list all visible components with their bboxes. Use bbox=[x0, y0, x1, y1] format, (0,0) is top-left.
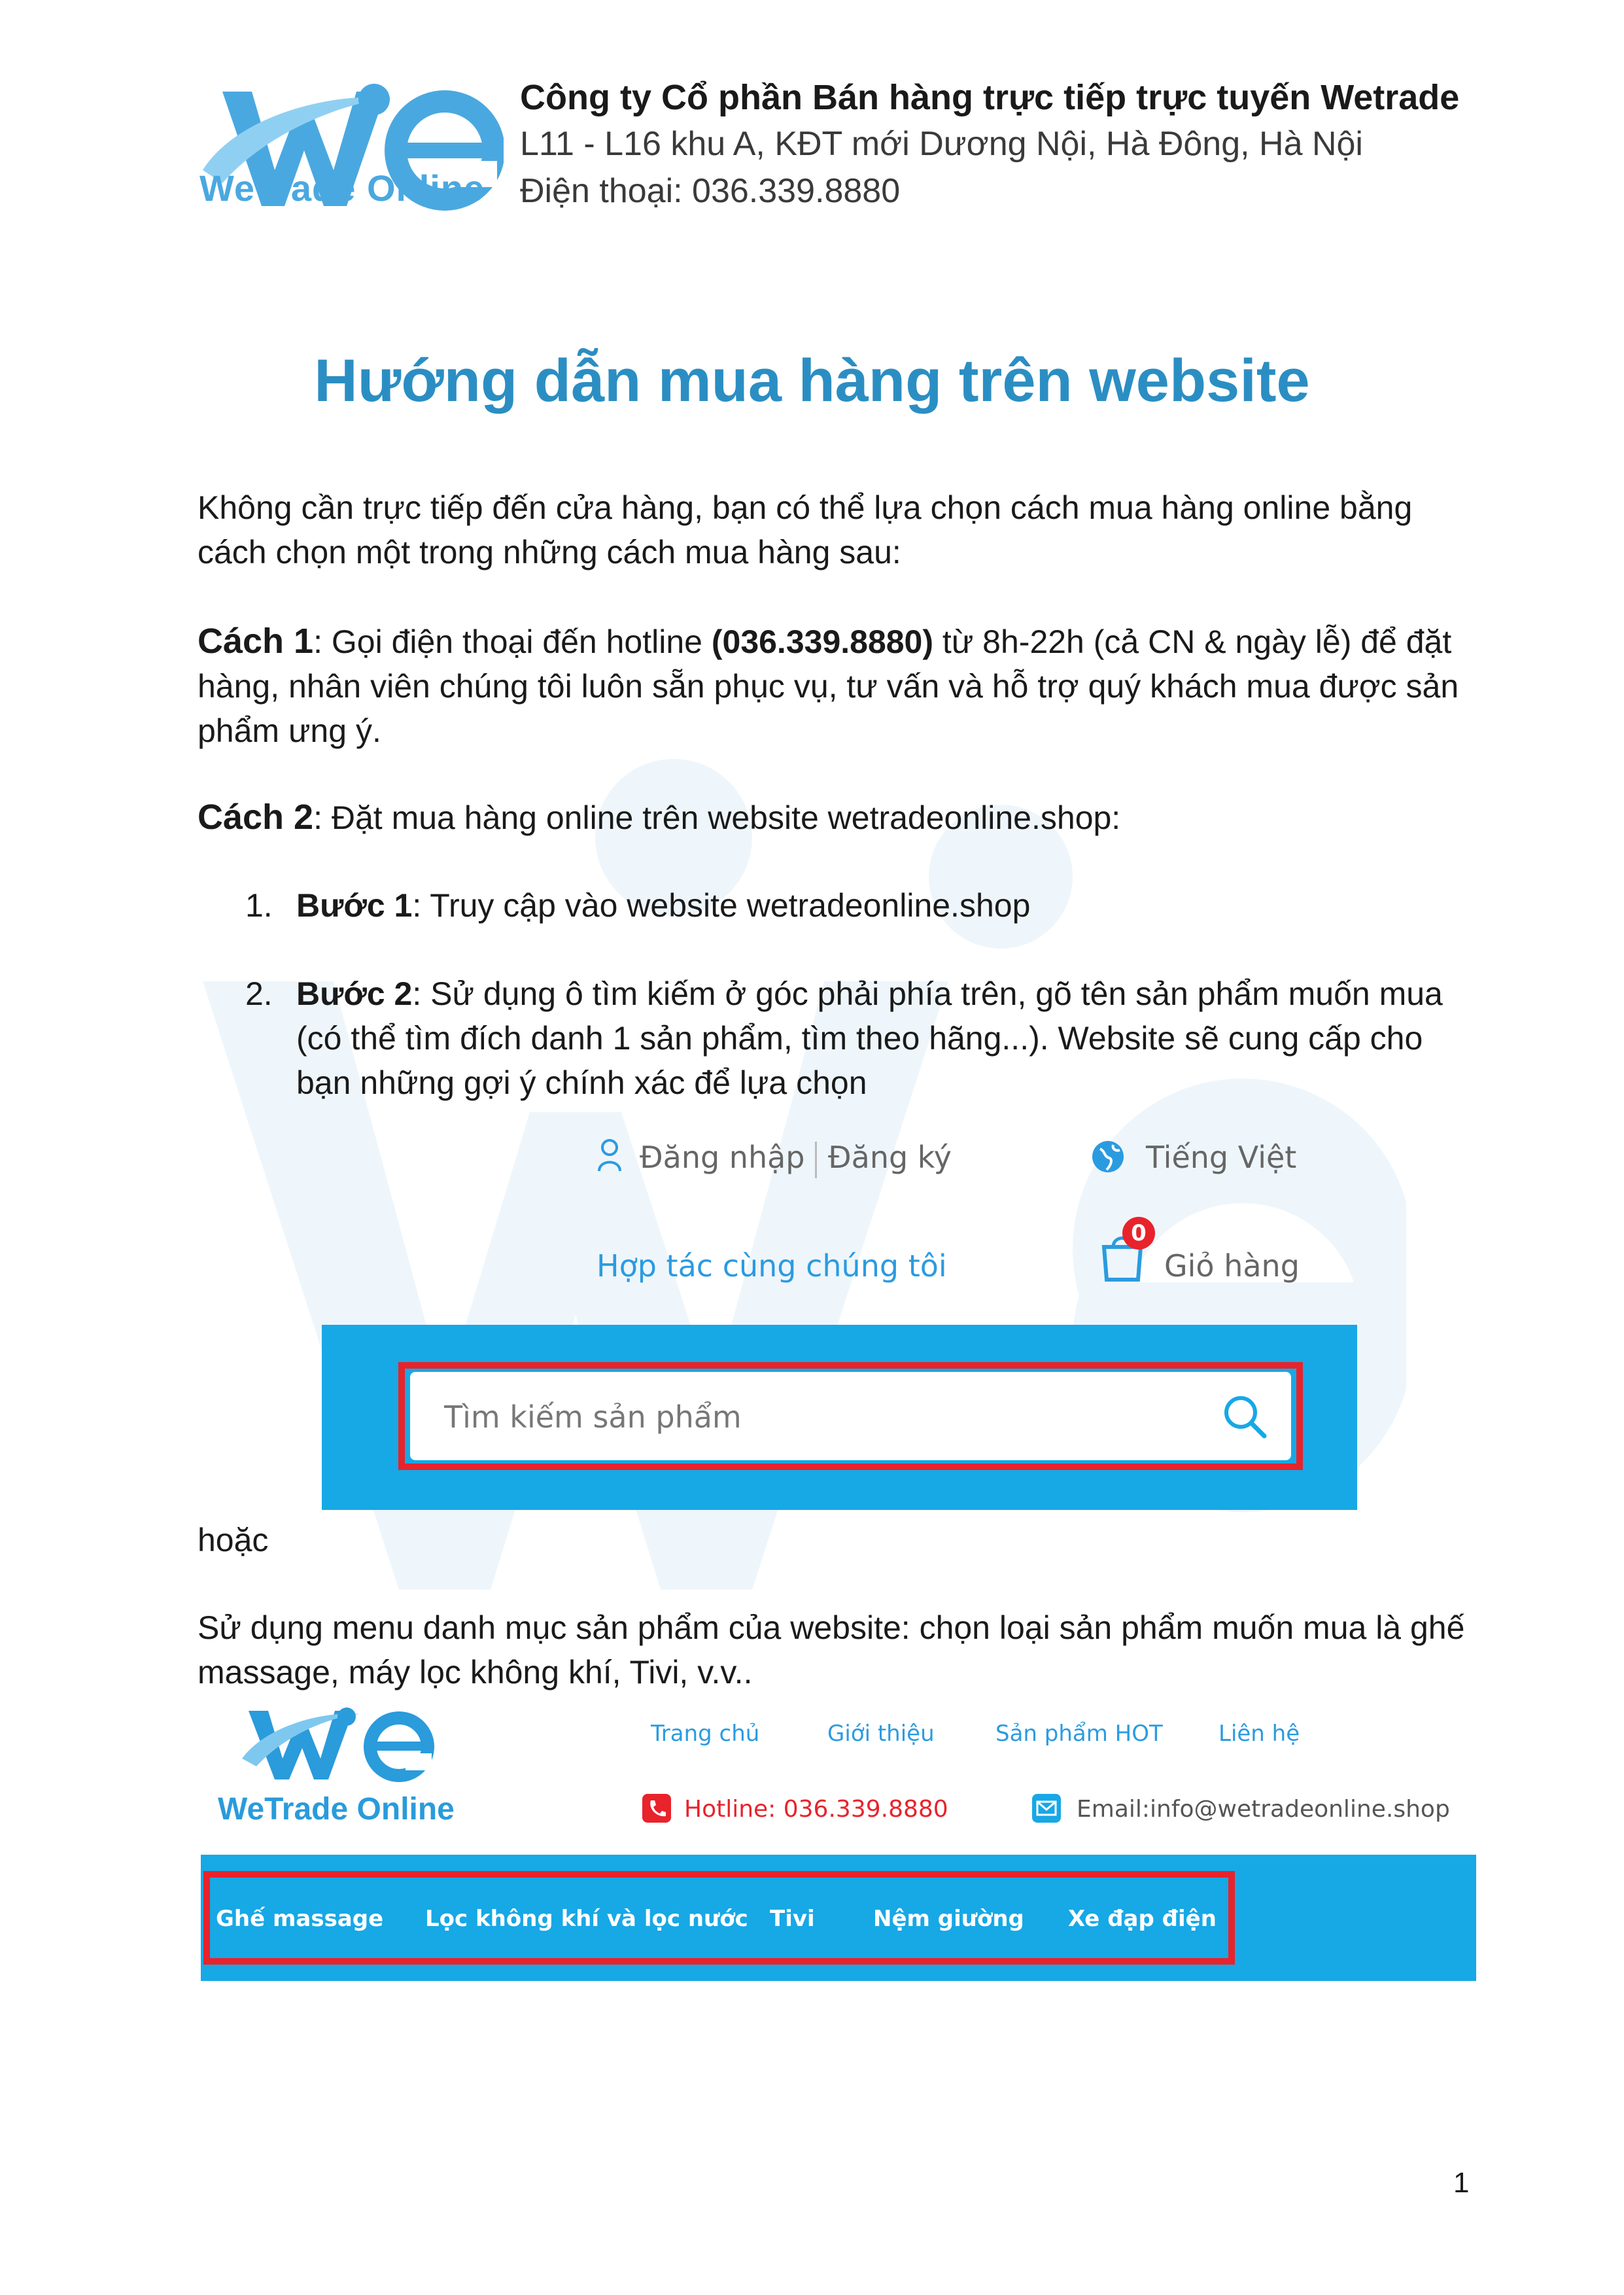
method-2-label: Cách 2 bbox=[198, 797, 314, 837]
page-number: 1 bbox=[1453, 2167, 1470, 2199]
user-icon bbox=[596, 1137, 623, 1174]
intro-paragraph: Không cần trực tiếp đến cửa hàng, bạn có thể lựa chọn cách mua hàng online bằng cách chọn một trong những cách mua hàng sau: bbox=[198, 489, 1413, 570]
nav-home[interactable]: Trang chủ bbox=[651, 1721, 760, 1747]
company-address: L11 - L16 khu A, KĐT mới Dương Nội, Hà Đông, Hà Nội bbox=[520, 125, 1363, 163]
email-link[interactable]: Email:info@wetradeonline.shop bbox=[1077, 1796, 1450, 1823]
category-e-bike[interactable]: Xe đạp điện bbox=[1068, 1906, 1217, 1932]
email-icon bbox=[1032, 1794, 1061, 1823]
category-tv[interactable]: Tivi bbox=[770, 1906, 815, 1932]
category-mattress[interactable]: Nệm giường bbox=[873, 1906, 1024, 1932]
nav-hot-products[interactable]: Sản phẩm HOT bbox=[995, 1721, 1163, 1747]
category-massage-chair[interactable]: Ghế massage bbox=[216, 1906, 384, 1932]
login-link[interactable]: Đăng nhập bbox=[640, 1140, 805, 1175]
step-label: Bước 2 bbox=[296, 975, 413, 1012]
partner-link[interactable]: Hợp tác cùng chúng tôi bbox=[596, 1248, 947, 1284]
menu-paragraph: Sử dụng menu danh mục sản phẩm của website: chọn loại sản phẩm muốn mua là ghế massage, máy lọc không khí, Tivi, v.v.. bbox=[198, 1609, 1465, 1691]
wetrade-logo-small bbox=[242, 1701, 438, 1786]
method-2-text: : Đặt mua hàng online trên website wetradeonline.shop: bbox=[313, 799, 1121, 836]
search-box bbox=[410, 1372, 1291, 1460]
nav-about[interactable]: Giới thiệu bbox=[827, 1721, 935, 1747]
login-divider bbox=[815, 1142, 817, 1178]
method-1-paragraph bbox=[198, 619, 1479, 753]
method-1-label: Cách 1 bbox=[198, 622, 314, 661]
page-title: Hướng dẫn mua hàng trên website bbox=[314, 347, 1310, 414]
search-icon[interactable] bbox=[1221, 1393, 1268, 1440]
cart-count-badge: 0 bbox=[1122, 1217, 1155, 1250]
step-text: : Sử dụng ô tìm kiếm ở góc phải phía trên, gõ tên sản phẩm muốn mua (có thể tìm đích danh 1 sản phẩm, tìm theo hãng...). Website sẽ cung cấp cho bạn những gợi ý chính xác để lựa chọn bbox=[296, 975, 1443, 1101]
language-selector[interactable]: Tiếng Việt bbox=[1146, 1140, 1297, 1175]
method-1-text-b: từ 8h-22h (cả CN & ngày lễ) để đặt hàng, nhân viên chúng tôi luôn sẵn phục vụ, tư vấn và hỗ trợ quý khách mua được sản phẩm ưng ý. bbox=[198, 623, 1459, 749]
logo-wordmark: WeTrade Online bbox=[199, 167, 485, 209]
method-1-text-a: : Gọi điện thoại đến hotline bbox=[313, 623, 712, 660]
step-number: 1. bbox=[245, 887, 273, 924]
logo-wordmark-small: WeTrade Online bbox=[218, 1792, 455, 1827]
company-phone: Điện thoại: 036.339.8880 bbox=[520, 172, 901, 210]
hotline-link[interactable]: Hotline: 036.339.8880 bbox=[684, 1796, 948, 1823]
company-name: Công ty Cổ phần Bán hàng trực tiếp trực tuyến Wetrade bbox=[520, 78, 1460, 117]
phone-icon bbox=[642, 1794, 671, 1823]
category-air-water-filter[interactable]: Lọc không khí và lọc nước bbox=[425, 1906, 748, 1932]
nav-contact[interactable]: Liên hệ bbox=[1218, 1721, 1300, 1747]
method-2-paragraph bbox=[198, 795, 1479, 840]
cart-link[interactable]: Giỏ hàng bbox=[1164, 1248, 1300, 1284]
globe-icon bbox=[1091, 1140, 1125, 1174]
step-label: Bước 1 bbox=[296, 887, 413, 924]
step-number: 2. bbox=[245, 975, 273, 1012]
step-text: : Truy cập vào website wetradeonline.shop bbox=[412, 887, 1031, 924]
search-input[interactable] bbox=[443, 1392, 1198, 1442]
or-text: hoặc bbox=[198, 1522, 269, 1558]
register-link[interactable]: Đăng ký bbox=[828, 1140, 952, 1175]
hotline-number: (036.339.8880) bbox=[711, 623, 934, 660]
